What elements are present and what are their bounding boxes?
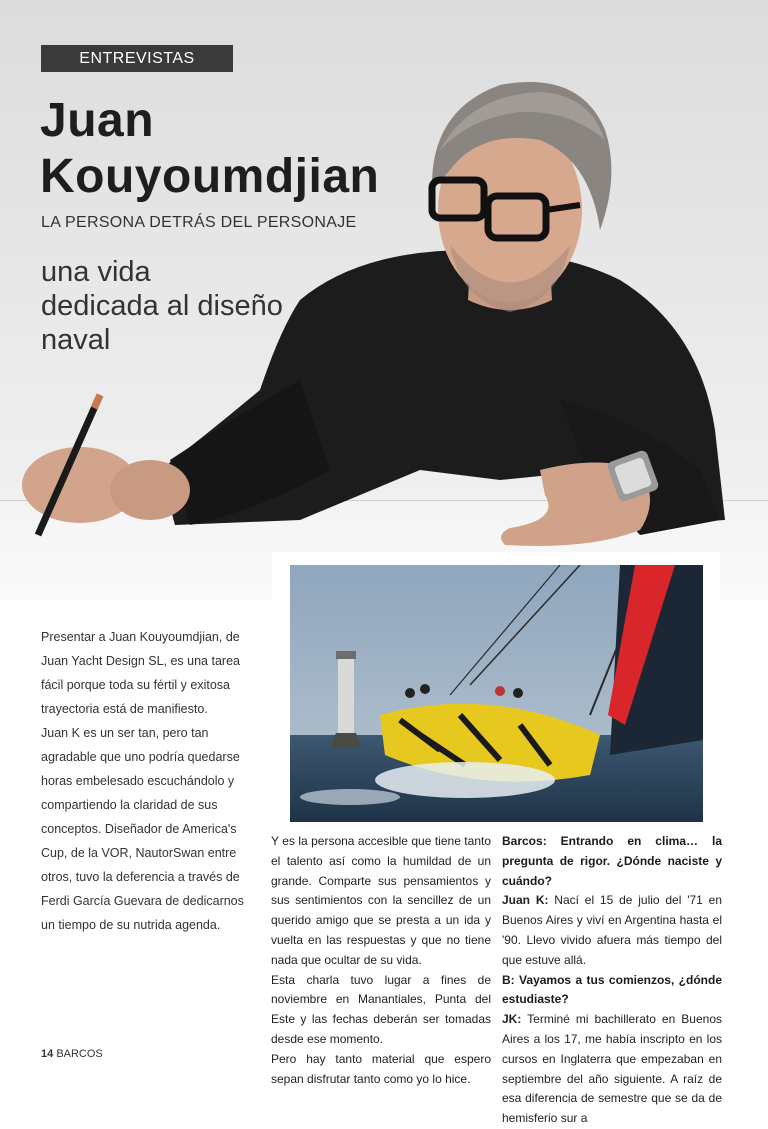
tagline-line: naval <box>41 324 111 356</box>
title-line: Juan <box>40 94 155 147</box>
intro-text <box>41 625 256 937</box>
interview-question: Barcos: Entrando en clima… la pregunta de rigor. ¿Dónde naciste y cuándo? <box>502 834 722 888</box>
interview-answer <box>502 1010 722 1129</box>
sailing-yacht-photo <box>290 565 703 822</box>
interview-answer <box>502 891 722 970</box>
page-number: 14 <box>41 1048 54 1060</box>
article-subtitle: LA PERSONA DETRÁS DEL PERSONAJE <box>41 214 357 231</box>
answer-text: Nací el 15 de julio del '71 en Buenos Aires y viví en Argentina hasta el '90. Llevo vivido afuera más tiempo del que estuve allá. <box>502 893 722 967</box>
title-line: Kouyoumdjian <box>40 150 380 203</box>
paragraph: Pero hay tanto material que espero sepan disfrutar tanto como yo lo hice. <box>271 1051 491 1086</box>
tagline-line: una vida <box>41 256 151 288</box>
paragraph: Esta charla tuvo lugar a fines de noviembre en Manantiales, Punta del Este y las fechas deberán ser tomadas desde ese momento. <box>271 972 491 1046</box>
tagline-line: dedicada al diseño <box>41 290 283 322</box>
section-tag: ENTREVISTAS <box>41 45 233 72</box>
interview-question: B: Vayamos a tus comienzos, ¿dónde estudiaste? <box>502 972 722 1007</box>
answer-text: Terminé mi bachillerato en Buenos Aires a los 17, me había inscripto en los cursos en Inglaterra que empezaban en septiembre del año siguiente. A raíz de esa diferencia de semestre que se da de hemisferio sur a <box>502 1012 722 1126</box>
speaker-label: JK: <box>502 1012 522 1027</box>
paragraph: Y es la persona accesible que tiene tanto el talento así como la humildad de un grande. Comparte sus pensamientos y sus sentimientos con la sencillez de un querido amigo que se presta a un ida y vuelta en las respuestas y que no tiene nada que ocultar de su vida. <box>271 834 491 967</box>
body-column-right <box>502 832 722 1129</box>
article-title <box>40 93 440 205</box>
article-tagline <box>41 255 341 357</box>
paragraph: Juan K es un ser tan, pero tan agradable que uno podría quedarse horas embelesado escuchándolo y compartiendo la claridad de sus conceptos. Diseñador de America's Cup, de la VOR, NautorSwan entre otros, tuvo la deferencia a través de Ferdi García Guevara de dedicarnos un tiempo de su nutrida agenda. <box>41 726 244 932</box>
magazine-name: BARCOS <box>56 1048 103 1060</box>
speaker-label: Juan K: <box>502 893 549 908</box>
page-footer <box>41 1048 103 1060</box>
paragraph: Presentar a Juan Kouyoumdjian, de Juan Yacht Design SL, es una tarea fácil porque toda su fértil y exitosa trayectoria está de manifiesto. <box>41 630 240 716</box>
body-column-middle <box>271 832 491 1089</box>
